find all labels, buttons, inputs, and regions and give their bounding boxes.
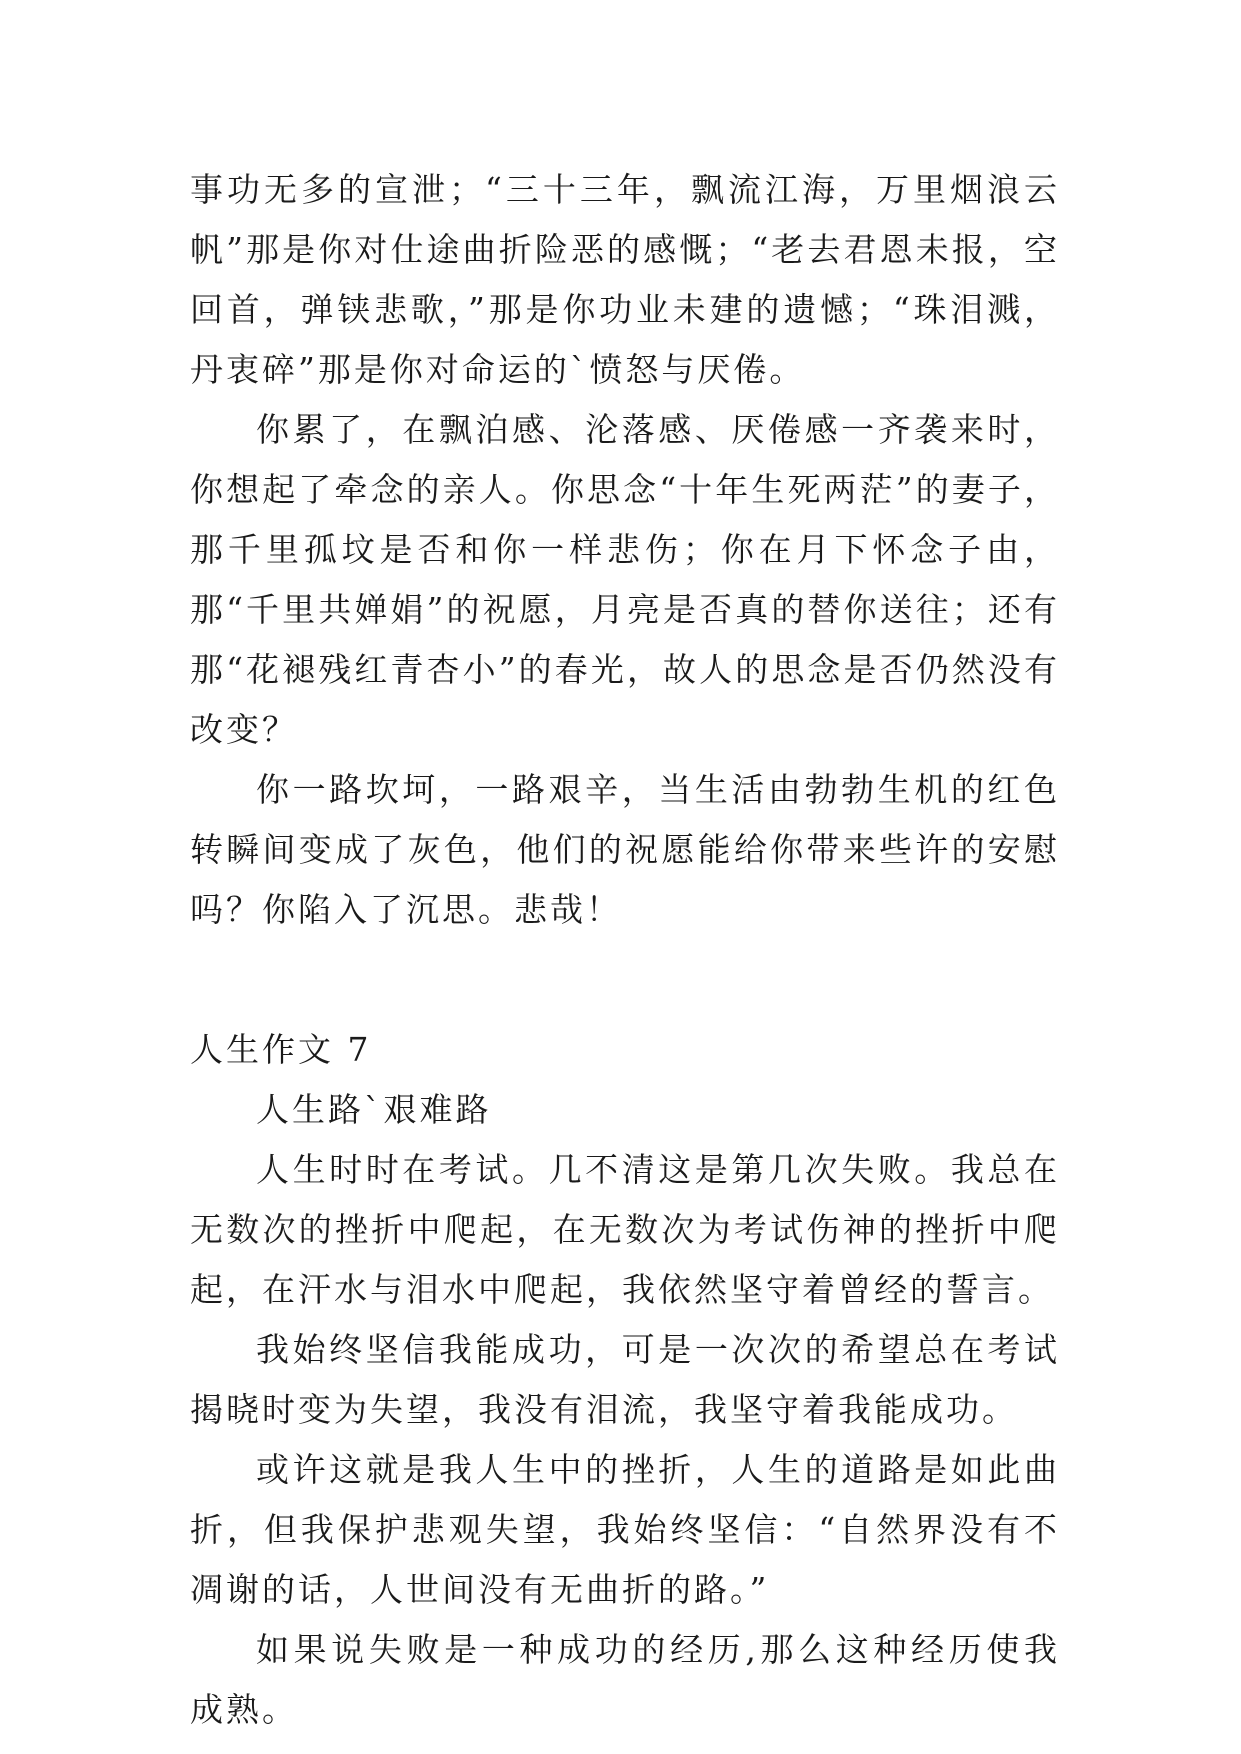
paragraph: 你累了，在飘泊感、沦落感、厌倦感一齐袭来时，你想起了牵念的亲人。你思念“十年生死两茫”的妻子，那千里孤坟是否和你一样悲伤；你在月下怀念子由，那“千里共婵娟”的祝愿，月亮是否真的替你送往；还有那“花褪残红青杏小”的春光，故人的思念是否仍然没有改变？ <box>190 410 1060 749</box>
paragraph: 你一路坎坷，一路艰辛，当生活由勃勃生机的红色转瞬间变成了灰色，他们的祝愿能给你带来些许的安慰吗？你陷入了沉思。悲哉！ <box>190 770 1060 929</box>
document-page <box>190 160 1060 1740</box>
paragraph: 人生时时在考试。几不清这是第几次失败。我总在无数次的挫折中爬起，在无数次为考试伤神的挫折中爬起，在汗水与泪水中爬起，我依然坚守着曾经的誓言。 <box>190 1150 1060 1309</box>
section-title: 人生作文 7 <box>190 1030 372 1069</box>
essay-subtitle: 人生路`艰难路 <box>256 1090 492 1129</box>
paragraph: 如果说失败是一种成功的经历,那么这种经历使我成熟。 <box>190 1630 1060 1729</box>
paragraph: 事功无多的宣泄；“三十三年，飘流江海，万里烟浪云帆”那是你对仕途曲折险恶的感慨；“老去君恩未报，空回首，弹铗悲歌，”那是你功业未建的遗憾；“珠泪溅，丹衷碎”那是你对命运的`愤怒与厌倦。 <box>190 170 1060 389</box>
paragraph: 我始终坚信我能成功，可是一次次的希望总在考试揭晓时变为失望，我没有泪流，我坚守着我能成功。 <box>190 1330 1060 1429</box>
paragraph: 或许这就是我人生中的挫折，人生的道路是如此曲折，但我保护悲观失望，我始终坚信：“自然界没有不凋谢的话，人世间没有无曲折的路。” <box>190 1450 1060 1609</box>
